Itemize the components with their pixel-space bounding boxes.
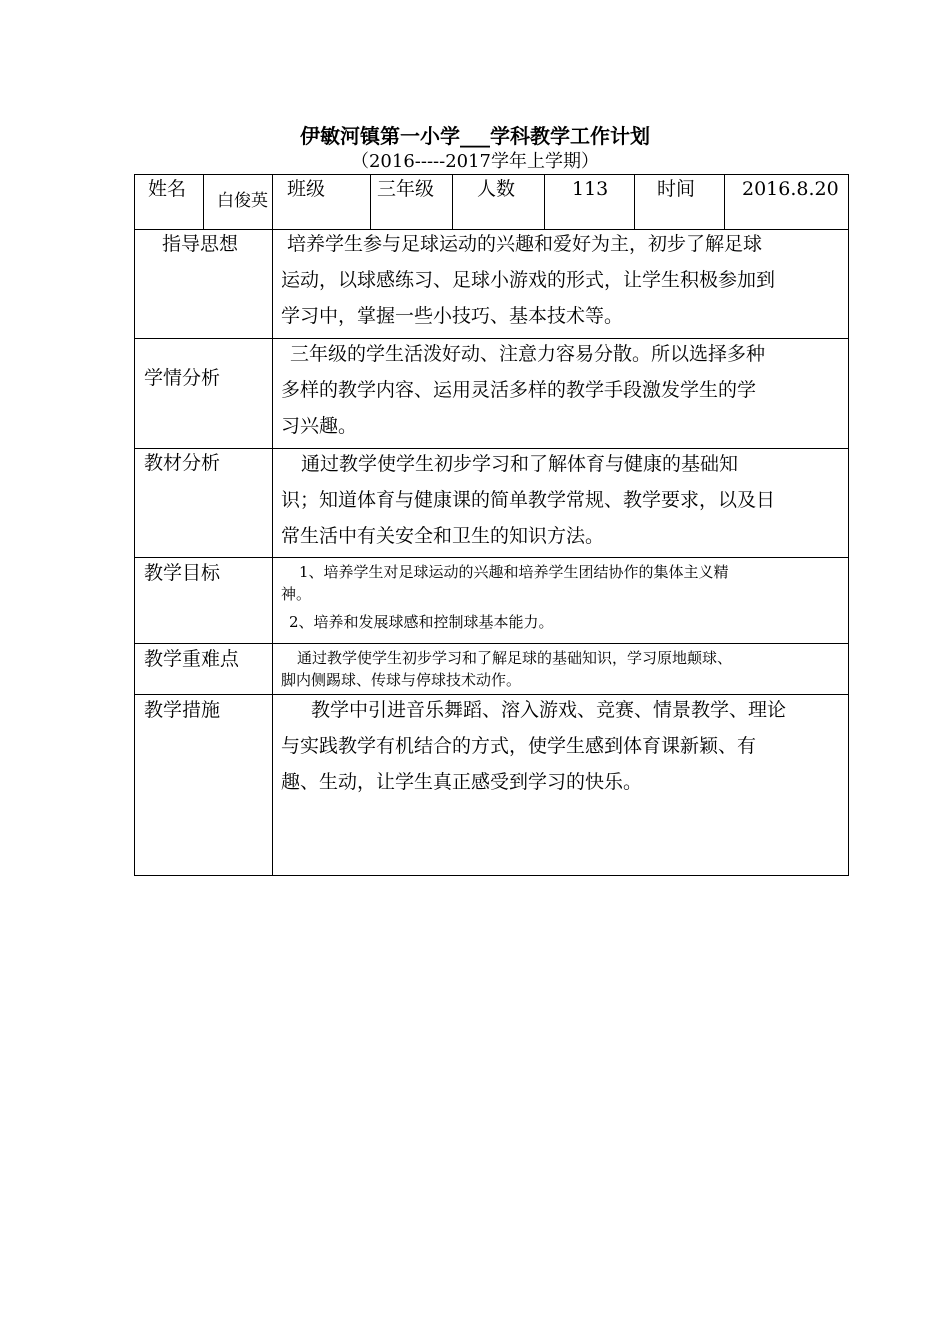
document-subtitle: （2016-----2017学年上学期） [350,151,600,172]
content-line: 习兴趣。 [281,415,358,437]
section-content-teaching-measures [281,692,846,800]
table-divider [724,174,725,230]
section-content-guiding-idea [281,226,846,334]
count-label: 人数 [477,178,516,200]
section-label-teaching-goals: 教学目标 [144,562,221,584]
count-value: 113 [572,178,609,200]
table-divider [634,174,635,230]
content-line: 运动，以球感练习、足球小游戏的形式，让学生积极参加到 [281,269,776,291]
table-divider [134,643,849,644]
content-line: 多样的教学内容、运用灵活多样的教学手段激发学生的学 [281,379,757,401]
section-content-teaching-goals [281,561,846,633]
table-divider [544,174,545,230]
content-line: 趣、生动，让学生真正感受到学习的快乐。 [281,771,643,793]
content-line: 1、培养学生对足球运动的兴趣和培养学生团结协作的集体主义精 [299,563,729,581]
content-line: 神。 [281,585,312,603]
table-border-right [848,174,849,876]
section-content-key-difficulties [281,647,846,691]
content-line: 学习中，掌握一些小技巧、基本技术等。 [281,305,624,327]
content-line: 脚内侧踢球、传球与停球技术动作。 [281,671,522,689]
content-line: 教学中引进音乐舞蹈、溶入游戏、竞赛、情景教学、理论 [311,699,787,721]
class-label: 班级 [287,178,326,200]
content-line: 三年级的学生活泼好动、注意力容易分散。所以选择多种 [290,343,766,365]
table-border-left [134,174,135,876]
section-label-key-difficulties: 教学重难点 [144,648,240,670]
time-value: 2016.8.20 [742,178,839,200]
table-border-top [134,174,849,175]
section-content-student-analysis [281,336,846,444]
content-line: 培养学生参与足球运动的兴趣和爱好为主，初步了解足球 [287,233,763,255]
section-content-material-analysis [281,446,846,554]
name-value: 白俊英 [217,191,268,211]
section-label-material-analysis: 教材分析 [144,452,221,474]
section-label-teaching-measures: 教学措施 [144,699,221,721]
table-divider [203,174,204,230]
content-line: 2、培养和发展球感和控制球基本能力。 [289,613,554,631]
content-line: 通过教学使学生初步学习和了解体育与健康的基础知 [301,453,739,475]
table-divider [370,174,371,230]
time-label: 时间 [657,178,696,200]
section-label-guiding-idea: 指导思想 [162,233,239,255]
table-divider [452,174,453,230]
name-label: 姓名 [148,178,187,200]
class-value: 三年级 [377,178,435,200]
table-divider [272,174,273,876]
content-line: 通过教学使学生初步学习和了解足球的基础知识，学习原地颠球、 [297,649,733,667]
content-line: 与实践教学有机结合的方式，使学生感到体育课新颖、有 [281,735,757,757]
content-line: 识；知道体育与健康课的简单教学常规、教学要求，以及日 [281,489,776,511]
table-border-bottom [134,875,849,876]
document-title: 伊敏河镇第一小学___学科教学工作计划 [300,124,650,148]
table-divider [134,557,849,558]
section-label-student-analysis: 学情分析 [144,367,221,389]
content-line: 常生活中有关安全和卫生的知识方法。 [281,525,605,547]
